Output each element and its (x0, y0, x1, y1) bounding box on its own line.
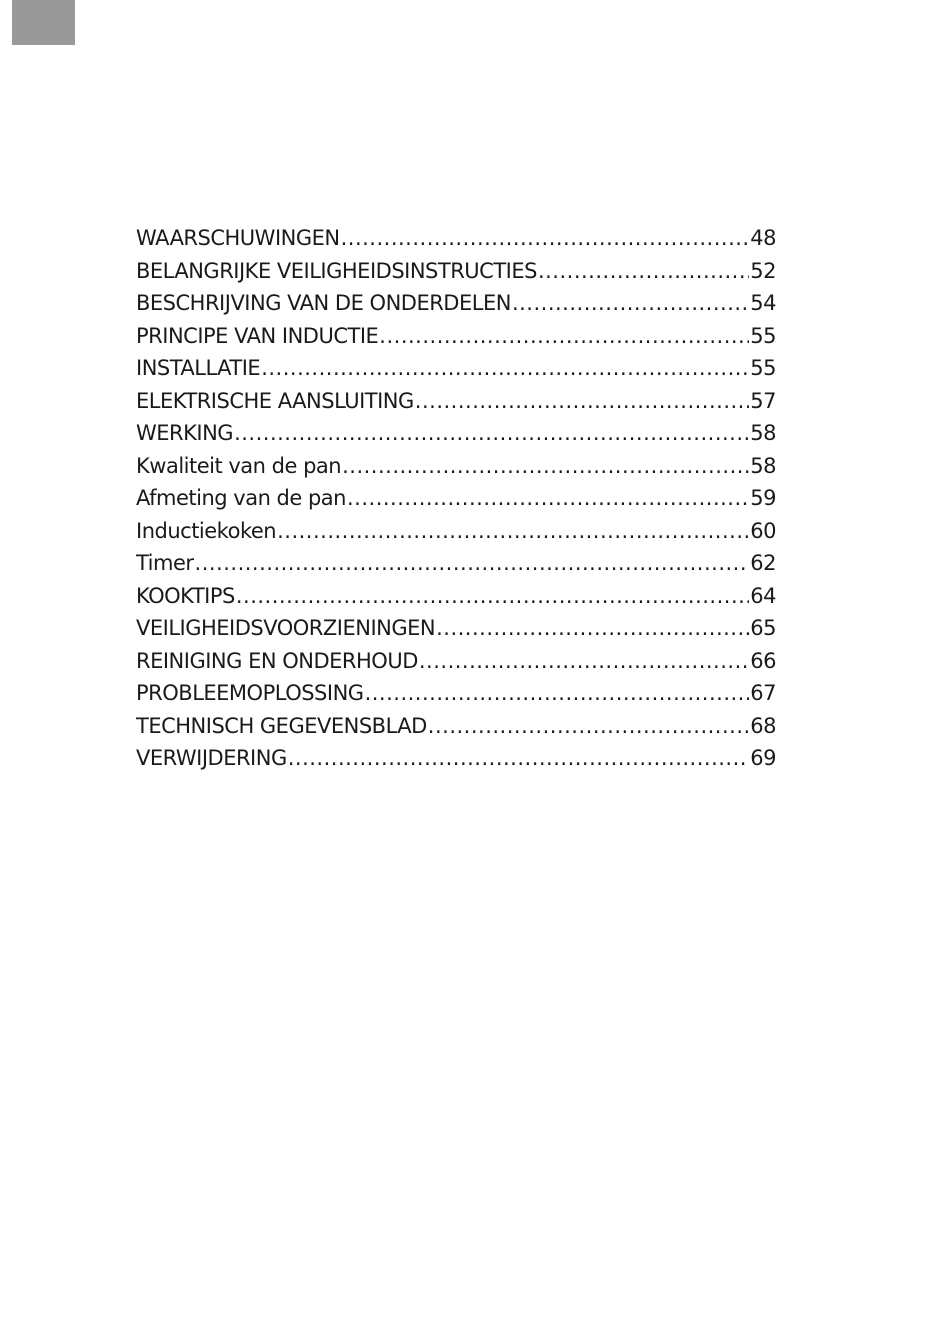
toc-entry-title: PROBLEEMOPLOSSING (136, 681, 364, 705)
toc-dot-leader (379, 320, 749, 353)
toc-entry[interactable] (136, 352, 776, 385)
toc-dot-leader (347, 482, 749, 515)
toc-entry-page: 48 (750, 226, 776, 250)
toc-entry-title: KOOKTIPS (136, 583, 235, 608)
toc-dot-leader (341, 222, 750, 255)
toc-entry-page: 55 (750, 323, 776, 348)
toc-entry[interactable] (136, 450, 776, 483)
toc-dot-leader (436, 612, 749, 645)
toc-entry-title: Afmeting van de pan (136, 486, 346, 510)
toc-entry[interactable] (136, 645, 776, 678)
toc-dot-leader (234, 417, 749, 450)
toc-entry-page: 57 (750, 388, 776, 413)
toc-entry-page: 54 (750, 291, 776, 315)
toc-entry[interactable] (136, 385, 776, 418)
toc-entry-title: BELANGRIJKE VEILIGHEIDSINSTRUCTIES (136, 258, 537, 283)
table-of-contents (136, 222, 776, 775)
toc-dot-leader (236, 580, 749, 613)
toc-entry-page: 59 (750, 486, 776, 510)
toc-entry[interactable] (136, 710, 776, 743)
toc-entry[interactable] (136, 482, 776, 515)
toc-entry-title: Kwaliteit van de pan (136, 453, 342, 478)
toc-dot-leader (419, 645, 749, 678)
toc-entry-title: TECHNISCH GEGEVENSBLAD (136, 713, 427, 738)
toc-entry-title: Inductiekoken (136, 518, 277, 543)
toc-entry[interactable] (136, 515, 776, 548)
toc-entry-page: 58 (750, 421, 776, 445)
toc-entry[interactable] (136, 417, 776, 450)
toc-entry[interactable] (136, 677, 776, 710)
toc-entry-title: Timer (136, 551, 194, 575)
toc-entry-title: PRINCIPE VAN INDUCTIE (136, 323, 379, 348)
toc-entry[interactable] (136, 320, 776, 353)
toc-entry-page: 68 (750, 713, 776, 738)
toc-entry[interactable] (136, 742, 776, 775)
toc-entry-page: 52 (750, 258, 776, 283)
toc-dot-leader (415, 385, 749, 418)
toc-entry-title: ELEKTRISCHE AANSLUITING (136, 388, 414, 413)
toc-entry[interactable] (136, 287, 776, 320)
toc-entry-title: WERKING (136, 421, 234, 445)
toc-entry-page: 60 (750, 518, 776, 543)
toc-entry-title: REINIGING EN ONDERHOUD (136, 648, 418, 673)
toc-entry[interactable] (136, 222, 776, 255)
toc-entry-page: 69 (750, 746, 776, 770)
toc-entry-page: 67 (750, 681, 776, 705)
toc-entry-title: VERWIJDERING (136, 746, 287, 770)
toc-dot-leader (277, 515, 749, 548)
page-corner-tab (12, 0, 75, 45)
toc-entry-page: 62 (750, 551, 776, 575)
toc-entry[interactable] (136, 547, 776, 580)
toc-dot-leader (512, 287, 749, 320)
toc-entry-page: 64 (750, 583, 776, 608)
toc-entry[interactable] (136, 580, 776, 613)
toc-entry-title: VEILIGHEIDSVOORZIENINGEN (136, 616, 436, 640)
toc-entry-page: 65 (750, 616, 776, 640)
toc-entry[interactable] (136, 612, 776, 645)
toc-dot-leader (365, 677, 750, 710)
toc-dot-leader (428, 710, 749, 743)
toc-dot-leader (538, 255, 749, 288)
toc-entry-page: 58 (750, 453, 776, 478)
toc-dot-leader (342, 450, 749, 483)
toc-dot-leader (195, 547, 750, 580)
toc-entry-page: 66 (750, 648, 776, 673)
toc-entry-title: INSTALLATIE (136, 356, 261, 380)
toc-entry-title: WAARSCHUWINGEN (136, 226, 340, 250)
toc-entry[interactable] (136, 255, 776, 288)
toc-dot-leader (288, 742, 750, 775)
toc-dot-leader (261, 352, 749, 385)
toc-entry-title: BESCHRIJVING VAN DE ONDERDELEN (136, 291, 511, 315)
toc-entry-page: 55 (750, 356, 776, 380)
